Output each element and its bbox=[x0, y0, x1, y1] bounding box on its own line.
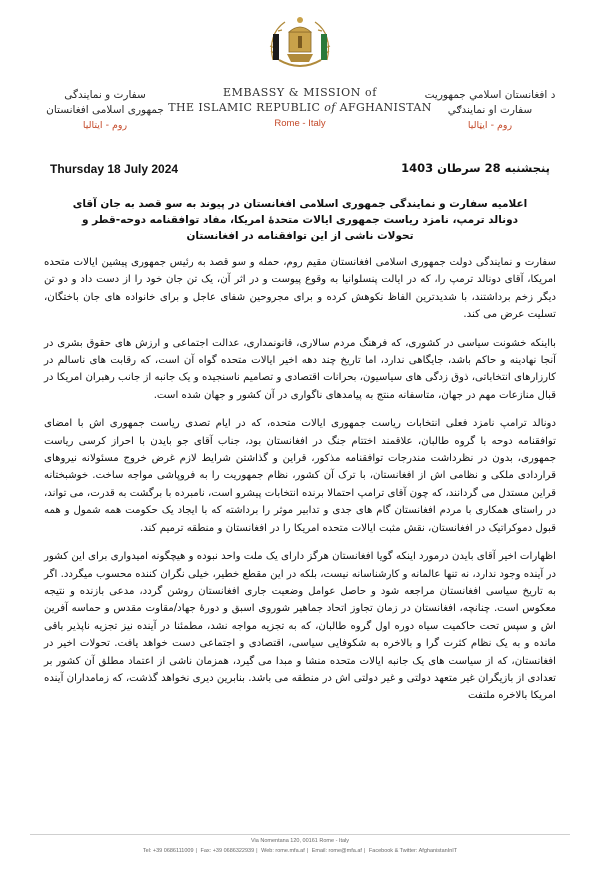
letterhead-dari-line1: سفارت و نمایندگی bbox=[64, 89, 146, 101]
footer-address: Via Nomentana 120, 00161 Rome - Italy bbox=[250, 838, 350, 844]
body-paragraph-2: بااینکه خشونت سیاسی در کشوری، که فرهنگ مردم سالاری، قانونمداری، عدالت اجتماعی و ارزش های حقوق بشری در آنجا نهادینه و حاکم باشد، جایگاهی ندارد، اما تاریخ چند دهه اخیر ایالات متحده گواه آن است، که رقابت های ناسالم در کارزارهای انتخاباتی، ذوق زدگی های سیاسیون، بحرانات اقتصادی و تصامیم ناسنجیده و یک جانبه از جانب رهبران امریکا در قبال منازعات مهم در جهان، متاسفانه منتج به پیامدهای ناگواری در آن کشور و جهان شده است. bbox=[44, 337, 556, 401]
letterhead-english-line2-part1: THE ISLAMIC REPUBLIC bbox=[168, 101, 325, 114]
date-dari: پنجشنبه 28 سرطان 1403 bbox=[401, 161, 550, 175]
letterhead-english-line1: EMBASSY & MISSION of bbox=[223, 86, 377, 99]
statement-body bbox=[44, 254, 556, 716]
letterhead-pashto-line2: سفارت او نمایندګي bbox=[447, 104, 533, 116]
letterhead-english-city: Rome - Italy bbox=[274, 118, 326, 129]
letterhead-dari-city: روم - ایتالیا bbox=[82, 120, 128, 131]
footer-tel: Tel: +39 0686111009 bbox=[142, 848, 194, 854]
afghanistan-emblem-icon bbox=[265, 14, 335, 76]
body-paragraph-4: اظهارات اخیر آقای بایدن درمورد اینکه گویا افغانستان هرگز دارای یک ملت واحد نبوده و هیچگونه امیدواری برای این کشور در آینده وجود ندارد، نه تنها عالمانه و کارشناسانه نیست، بلکه در این مقطع خطیر، خیلی نگران کننده محسوب میگردد. اگر به تاریخ سیاسی افغانستان مراجعه شود و حاصل عوامل وضعیت جاری افغانستان روشن گردد، مدعی بازنده و نتیجه معکوس است. چنانچه، افغانستان در زمان تجاوز اتحاد جماهیر شوروی اسبق و دورهٔ جهاد/مقاوت مقدس و حماسه آفرین اش و سپس تحت حاکمیت سیاه دوره اول گروه طالبان، که به تجزیه مواجه نشد، مطمئنا در آینده نیز تجزیه ناپذیر باقی مانده و به یک نظام کثرت گرا و بالاخره به شکوفایی سیاسی، اقتصادی و اجتماعی دست خواهد یافت. تحولات اخیر در افغانستان، که از سیاست های یک جانبه ایالات متحده منشا و مبدا می گیرد، همزمان ناشی از اعتماد مطلق آن کشور بر تعدادی از بازیگران غیر متعهد دولتی و غیر دولتی اش در منطقه می باشد. بنابرین دیری نخواهد گذشت، که زمامداران آینده امریکا بالاخره ملتفت bbox=[44, 551, 556, 702]
footer-divider bbox=[30, 834, 570, 835]
footer-web: Web: rome.mfa.af bbox=[261, 848, 305, 854]
letterhead-pashto-line1: د افغانستان اسلامي جمهوریت bbox=[424, 89, 556, 101]
footer-social: Facebook & Twitter: AfghanistanInIT bbox=[368, 848, 458, 854]
footer-contacts: Tel: +39 0686111009 | Fax: +39 0686322939 | Web: rome.mfa.af | Email: rome@mfa.af | Facebook & Twitter: AfghanistanInIT bbox=[142, 848, 458, 854]
footer-email: Email: rome@mfa.af bbox=[311, 848, 362, 854]
letterhead-english bbox=[150, 86, 450, 129]
footer-fax: Fax: +39 0686322939 bbox=[200, 848, 255, 854]
letterhead-english-line2 bbox=[150, 100, 450, 115]
body-paragraph-3: دونالد ترامپ نامزد فعلی انتخابات ریاست جمهوری ایالات متحده، که در ایام تصدی ریاست جمهوری اش با امضای توافقنامه دوحه با گروه طالبان، علاقمند اختتام جنگ در افغانستان بود، جناب آقای جو بایدن با احراز کرسی ریاست جمهوری، بدون در نظرداشت مندرجات توافقنامه مذکور، قراین و گذاشتن شرایط لازم غرض خروج مسئولانه نیروهای قراردادی ملکی و نظامی اش از افغانستان، با ترک آن کشور، نظام جمهوریت را به فروپاشی مواجه ساخت. خوشبختانه قراین مستدل می گردانند، که چون آقای ترامپ احتمالا برنده انتخابات پیشرو است، نامبرده با برگشت به قدرت، می تواند، در راستای همکاری با مردم افغانستان گام های جدی و تدابیر موثر را برداشته که با ایجاد یک حکومت همه شمول و همه قبول دموکراتیک در افغانستان، نقش مثبت ایالات متحده امریکا را در افغانستان و منطقه ترمیم کند. bbox=[44, 418, 556, 534]
letterhead-english-line2-of: of bbox=[324, 101, 336, 114]
letterhead-pashto-city: روم - ایټالیا bbox=[467, 120, 513, 131]
letterhead-english-line2-part2: AFGHANISTAN bbox=[335, 101, 432, 114]
letterhead-dari-line2: جمهوری اسلامی افغانستان bbox=[46, 104, 164, 116]
body-paragraph-1: سفارت و نمایندگی دولت جمهوری اسلامی افغانستان مقیم روم، حمله و سو قصد به رئیس جمهوری پیشین ایالات متحده امریکا، آقای دونالد ترمپ را، که در ایالت پنسلوانیا به وقوع پیوست و در اثر آن، یک تن جان خود را از دست داد و دو تن دیگر زخم برداشتند، با شدیدترین الفاظ نکوهش کرده و برای مجروحین شفای عاجل و برای خانواده های جان باختگان، تسلیت عرض می کند. bbox=[44, 257, 556, 321]
letterhead-pashto bbox=[410, 88, 570, 133]
statement-title: اعلامیه سفارت و نمایندگی جمهوری اسلامی افغانستان در پیوند به سو قصد به جان آقای دونالد ترمپ، نامزد ریاست جمهوری ایالات متحدهٔ امریکا، مفاد توافقنامه دوحه-قطر و تحولات ناشی از این توافقنامه در افغانستان bbox=[72, 198, 528, 242]
date-english: Thursday 18 July 2024 bbox=[50, 162, 179, 176]
